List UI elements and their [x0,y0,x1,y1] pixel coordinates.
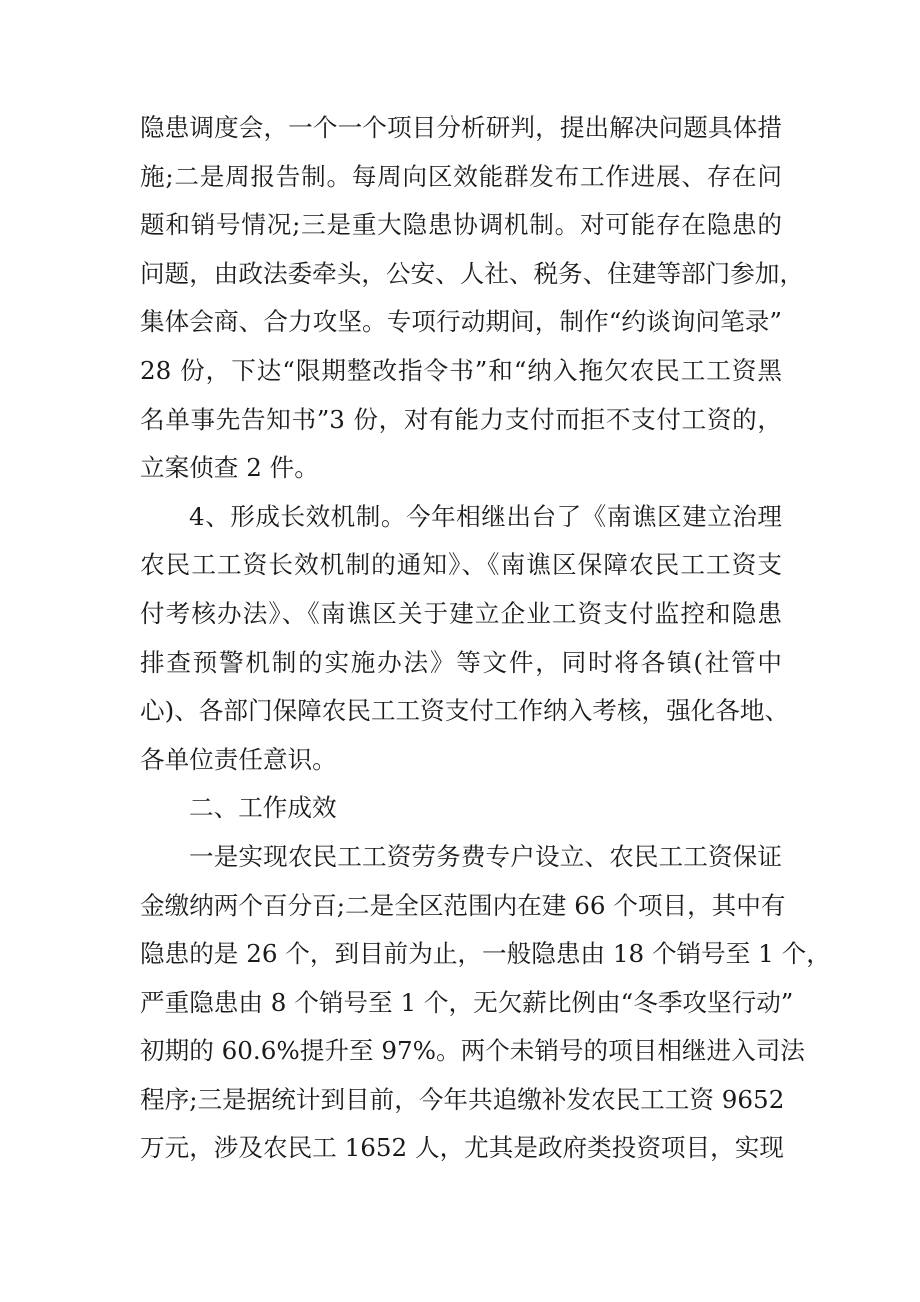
text-line: 题和销号情况;三是重大隐患协调机制。对可能存在隐患的 [140,210,782,240]
text-line: 各单位责任意识。 [140,744,337,774]
text-line: 一是实现农民工工资劳务费专户设立、农民工工资保证 [189,841,782,871]
text-line: 万元，涉及农民工 1652 人，尤其是政府类投资项目，实现 [140,1133,784,1163]
text-line: 集体会商、合力攻坚。专项行动期间，制作“约谈询问笔录” [140,307,782,337]
text-line: 农民工工资长效机制的通知》、《南谯区保障农民工工资支 [140,550,782,580]
text-line: 金缴纳两个百分百;二是全区范围内在建 66 个项目，其中有 [140,890,786,920]
text-line: 付考核办法》、《南谯区关于建立企业工资支付监控和隐患 [140,598,782,628]
text-line: 立案侦查 2 件。 [140,453,319,483]
document-body [140,104,831,1173]
text-line: 名单事先告知书”3 份，对有能力支付而拒不支付工资的， [140,404,782,434]
text-line: 隐患的是 26 个，到目前为止，一般隐患由 18 个销号至 1 个， [140,939,831,969]
text-line: 28 份，下达“限期整改指令书”和“纳入拖欠农民工工资黑 [140,355,782,385]
text-line: 初期的 60.6%提升至 97%。两个未销号的项目相继进入司法 [140,1036,805,1066]
text-line: 程序;三是据统计到目前，今年共追缴补发农民工工资 9652 [140,1084,785,1114]
text-line: 施;二是周报告制。每周向区效能群发布工作进展、存在问 [140,161,782,191]
text-line: 排查预警机制的实施办法》等文件，同时将各镇(社管中 [140,647,782,677]
text-line: 心)、各部门保障农民工工资支付工作纳入考核，强化各地、 [140,696,790,726]
text-line: 问题，由政法委牵头，公安、人社、税务、住建等部门参加， [140,258,805,288]
text-line: 严重隐患由 8 个销号至 1 个，无欠薪比例由“冬季攻坚行动” [140,987,794,1017]
text-line: 二、工作成效 [189,793,337,823]
text-line: 4、形成长效机制。今年相继出台了《南谯区建立治理 [189,501,782,531]
text-line: 隐患调度会，一个一个项目分析研判，提出解决问题具体措 [140,113,782,142]
